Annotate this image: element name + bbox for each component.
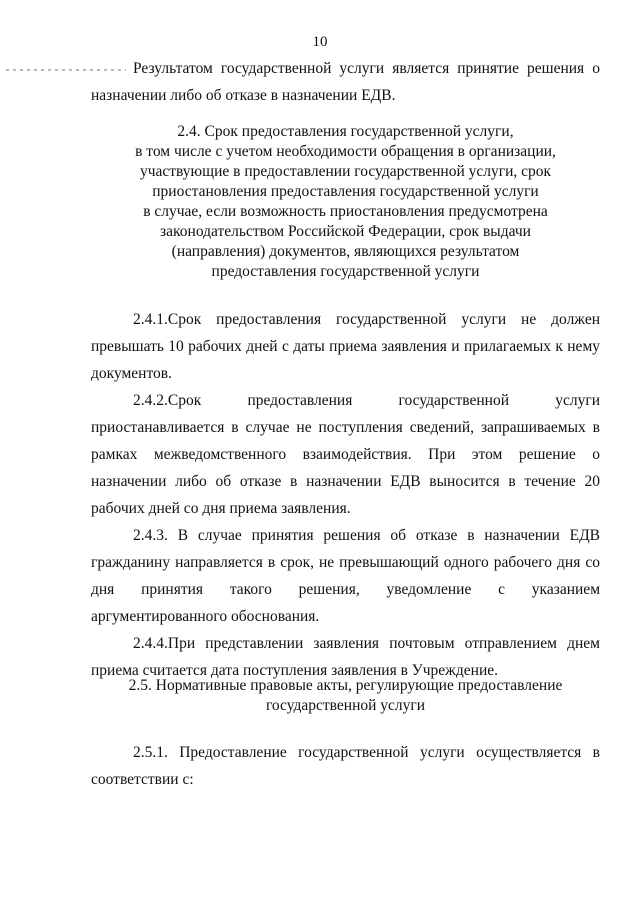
paragraph-2-4-3: 2.4.3. В случае принятия решения об отказе в назначении ЕДВ гражданину направляется в срок, не превышающий одного рабочего дня со дня принятия такого решения, уведомление с указанием аргументированного обоснования. [91,527,600,625]
paragraph-2-4-2: 2.4.2.Срок предоставления государственной услуги приостанавливается в случае не поступления сведений, запрашиваемых в рамках межведомственного взаимодействия. При этом решение о назначении либо об отказе в назначении ЕДВ выносится в течение 20 рабочих дней со дня приема заявления. [91,392,600,517]
paragraph-2-4-4: 2.4.4.При представлении заявления почтовым отправлением днем приема считается дата поступления заявления в Учреждение. [91,635,600,679]
heading-line: государственной услуги [265,697,426,714]
heading-line: приостановления предоставления государственной услуги [152,183,539,200]
intro-block [91,55,600,109]
section-2-4-heading [91,122,600,282]
heading-line: (направления) документов, являющихся результатом [171,243,520,260]
page-number: 10 [312,34,328,50]
heading-line: 2.5. Нормативные правовые акты, регулирующие предоставление [128,677,563,694]
paragraph-2-4-1: 2.4.1.Срок предоставления государственной услуги не должен превышать 10 рабочих дней с даты приема заявления и прилагаемых к нему документов. [91,311,600,382]
section-2-5-heading [91,676,600,716]
section-2-4-body [91,306,600,684]
heading-line: в том числе с учетом необходимости обращения в организации, [135,143,556,160]
heading-line: участвующие в предоставлении государственной услуги, срок [139,163,552,180]
heading-line: предоставления государственной услуги [211,263,480,280]
heading-line: в случае, если возможность приостановления предусмотрена [143,203,548,220]
paragraph-2-5-1: 2.5.1. Предоставление государственной услуги осуществляется в соответствии с: [91,744,600,788]
section-2-5-body [91,739,600,793]
heading-line: 2.4. Срок предоставления государственной услуги, [177,123,514,140]
section-heading [91,122,600,282]
intro-paragraph: Результатом государственной услуги является принятие решения о назначении либо об отказе в назначении ЕДВ. [91,60,600,104]
section-heading [91,676,600,716]
heading-line: законодательством Российской Федерации, срок выдачи [160,223,531,240]
